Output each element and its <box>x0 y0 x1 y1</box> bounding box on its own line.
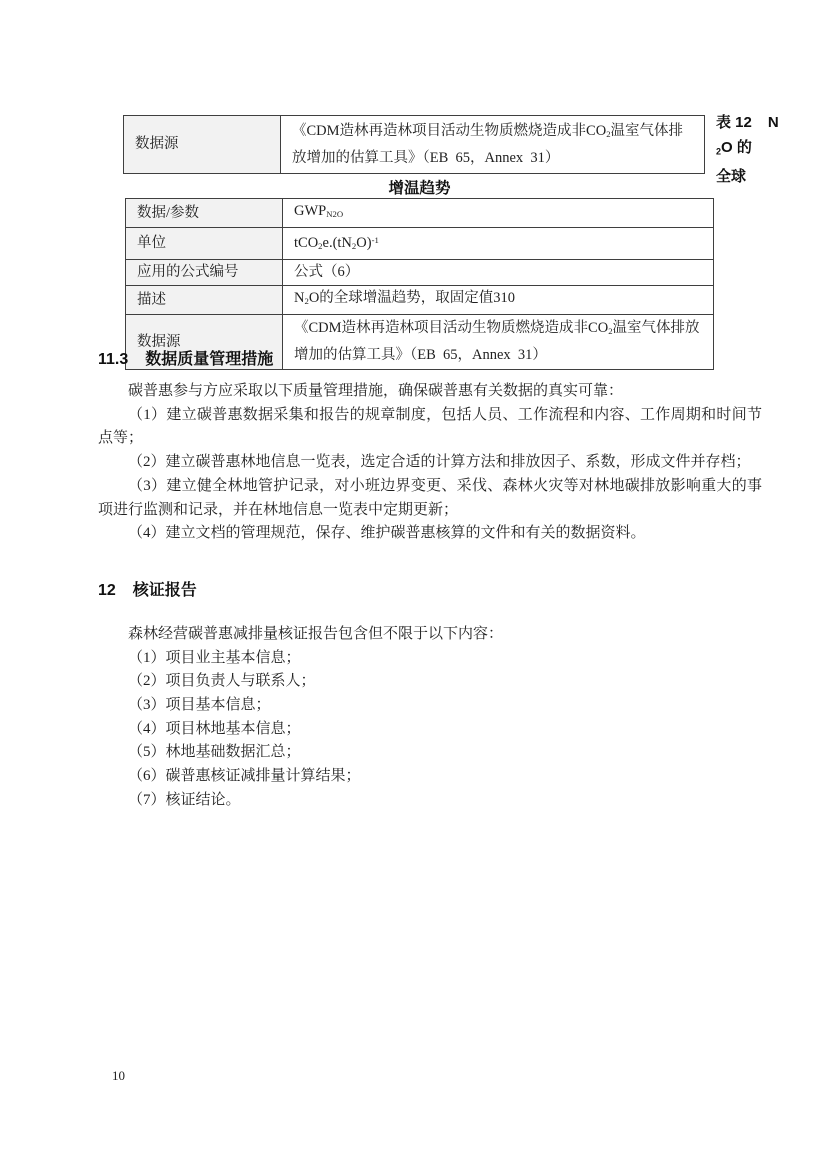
caption-line <box>716 164 796 189</box>
table-row <box>124 116 705 174</box>
value-text: GWP <box>294 203 327 219</box>
value-text: O的全球增温趋势，取固定值310 <box>308 290 516 307</box>
row-value <box>281 116 705 174</box>
row-value <box>283 199 714 228</box>
caption-text: O 的 <box>721 139 752 156</box>
list-item: （2）建立碳普惠林地信息一览表，选定合适的计算方法和排放因子、系数，形成文件并存档； <box>128 454 751 471</box>
subscript: 2 <box>608 326 613 337</box>
value-text: e.(tN <box>322 235 352 252</box>
row-value <box>283 228 714 260</box>
list-item: （3）建立健全林地管护记录，对小班边界变更、采伐、森林火灾等对林地碳排放影响重大的事项进行监测和记录，并在林地信息一览表中定期更新； <box>98 477 762 518</box>
row-label: 数据源 <box>124 116 281 174</box>
table-row <box>126 228 714 260</box>
list-item: （4）项目林地基本信息； <box>128 720 301 737</box>
row-label: 描述 <box>126 286 283 315</box>
table-row <box>126 199 714 228</box>
superscript: -1 <box>371 235 379 246</box>
value-text: tCO <box>294 235 319 252</box>
row-label: 单位 <box>126 228 283 260</box>
section-heading-12 <box>98 579 762 602</box>
caption-text: 表 12 <box>716 114 752 131</box>
section-number: 11.3 <box>98 351 129 368</box>
paragraph: 森林经营碳普惠减排量核证报告包含但不限于以下内容： <box>128 625 504 642</box>
gwp-parameter-table <box>125 198 714 370</box>
list-item: （6）碳普惠核证减排量计算结果； <box>128 768 361 785</box>
table-caption-side <box>716 110 796 189</box>
data-source-table <box>123 115 705 174</box>
list-item: （2）项目负责人与联系人； <box>128 673 316 690</box>
value-text: 温室气体排放增加的估算工具》（EB 65，Annex 31） <box>294 320 700 363</box>
section-title: 核证报告 <box>132 581 197 599</box>
section-title: 数据质量管理措施 <box>145 351 274 368</box>
body-content <box>98 348 762 813</box>
subscript: 2 <box>318 241 323 252</box>
list-item: （4）建立文档的管理规范，保存、维护碳普惠核算的文件和有关的数据资料。 <box>128 525 646 542</box>
subscript: 2 <box>351 241 357 252</box>
value-text: 《CDM造林再造林项目活动生物质燃烧造成非CO <box>292 122 607 139</box>
caption-line <box>716 135 796 164</box>
subscript: 2 <box>304 296 309 307</box>
list-item: （1）建立碳普惠数据采集和报告的规章制度，包括人员、工作流程和内容、工作周期和时间节点等； <box>98 406 762 447</box>
row-label: 数据源 <box>126 315 283 369</box>
list-item: （7）核证结论。 <box>128 791 241 808</box>
row-value <box>283 286 714 315</box>
subscript: N2O <box>326 209 344 220</box>
list-item: （1）项目业主基本信息； <box>128 649 301 666</box>
table-row <box>126 260 714 286</box>
page-number: 10 <box>112 1068 125 1083</box>
row-label: 数据/参数 <box>126 199 283 228</box>
section-number: 12 <box>98 581 116 599</box>
row-label: 应用的公式编号 <box>126 260 283 286</box>
table-row <box>126 286 714 315</box>
list-item: （5）林地基础数据汇总； <box>128 744 301 761</box>
caption-line <box>716 110 796 135</box>
value-text: 《CDM造林再造林项目活动生物质燃烧造成非CO <box>294 320 609 337</box>
list-item: （3）项目基本信息； <box>128 697 271 714</box>
table-caption-center: 增温趋势 <box>388 180 451 197</box>
subscript: 2 <box>606 129 611 140</box>
row-value: 公式（6） <box>283 260 714 286</box>
caption-text: 全球 <box>716 168 747 186</box>
value-text: O) <box>356 235 372 252</box>
value-text: N <box>294 290 305 307</box>
caption-text: N <box>767 114 779 131</box>
value-text: 温室气体排放增加的估算工具》（EB 65，Annex 31） <box>292 122 684 167</box>
section-heading-11-3 <box>98 348 762 371</box>
paragraph: 碳普惠参与方应采取以下质量管理措施，确保碳普惠有关数据的真实可靠： <box>128 383 624 399</box>
subscript: 2 <box>716 146 722 157</box>
